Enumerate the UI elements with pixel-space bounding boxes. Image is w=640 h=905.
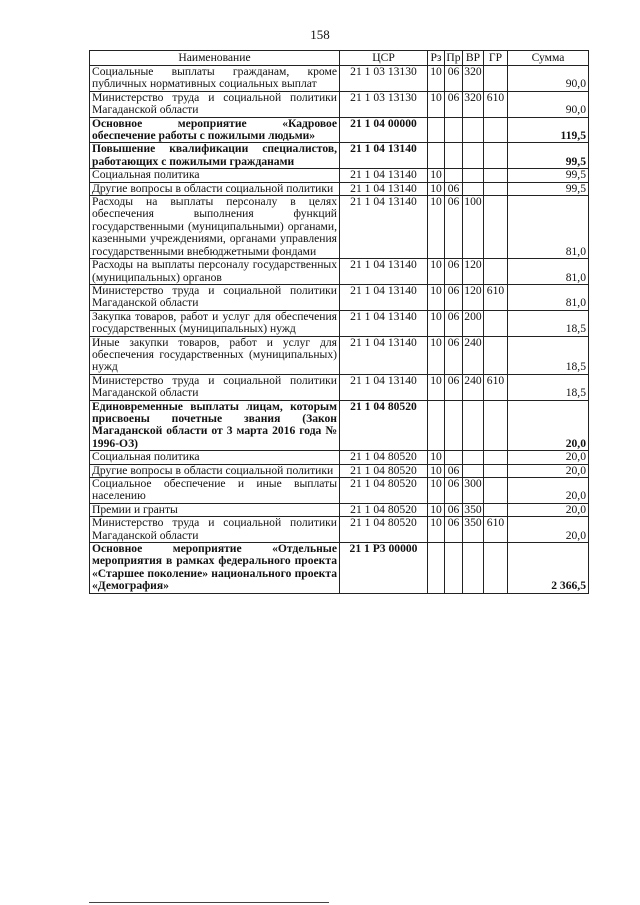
cell-vr: 120	[463, 284, 484, 310]
cell-gr	[484, 503, 508, 516]
cell-sum: 20,0	[508, 517, 589, 543]
cell-pr	[445, 451, 463, 464]
cell-sum: 90,0	[508, 91, 589, 117]
cell-sum: 18,5	[508, 310, 589, 336]
cell-pr: 06	[445, 517, 463, 543]
cell-name: Другие вопросы в области социальной политики	[90, 182, 340, 195]
cell-rz	[428, 543, 445, 594]
header-rz: Рз	[428, 51, 445, 66]
header-name: Наименование	[90, 51, 340, 66]
table-row	[90, 374, 589, 400]
cell-vr: 300	[463, 478, 484, 504]
cell-csr: 21 1 04 00000	[340, 117, 428, 143]
cell-csr: 21 1 04 13140	[340, 169, 428, 182]
cell-sum: 119,5	[508, 117, 589, 143]
cell-csr: 21 1 04 80520	[340, 503, 428, 516]
cell-rz: 10	[428, 91, 445, 117]
cell-rz	[428, 143, 445, 169]
cell-sum: 99,5	[508, 143, 589, 169]
cell-sum: 18,5	[508, 374, 589, 400]
cell-csr: 21 1 04 80520	[340, 517, 428, 543]
cell-rz: 10	[428, 478, 445, 504]
cell-vr: 100	[463, 196, 484, 259]
cell-gr	[484, 464, 508, 477]
cell-rz: 10	[428, 464, 445, 477]
cell-rz: 10	[428, 196, 445, 259]
cell-sum: 90,0	[508, 66, 589, 92]
cell-vr	[463, 143, 484, 169]
cell-gr	[484, 543, 508, 594]
cell-pr: 06	[445, 259, 463, 285]
cell-vr	[463, 543, 484, 594]
table-row	[90, 259, 589, 285]
cell-csr: 21 1 04 13140	[340, 374, 428, 400]
cell-pr: 06	[445, 284, 463, 310]
cell-rz: 10	[428, 169, 445, 182]
cell-pr: 06	[445, 336, 463, 374]
cell-gr	[484, 478, 508, 504]
cell-csr: 21 1 04 13140	[340, 182, 428, 195]
table-row	[90, 464, 589, 477]
cell-gr: 610	[484, 517, 508, 543]
cell-sum: 2 366,5	[508, 543, 589, 594]
cell-gr: 610	[484, 91, 508, 117]
header-pr: Пр	[446, 50, 461, 64]
cell-rz	[428, 400, 445, 451]
cell-gr	[484, 336, 508, 374]
cell-vr: 320	[463, 66, 484, 92]
cell-name: Закупка товаров, работ и услуг для обеспечения государственных (муниципальных) нужд	[90, 310, 340, 336]
cell-sum: 20,0	[508, 451, 589, 464]
cell-sum: 18,5	[508, 336, 589, 374]
cell-name: Иные закупки товаров, работ и услуг для обеспечения государственных (муниципальных) нужд	[90, 336, 340, 374]
cell-rz: 10	[428, 182, 445, 195]
cell-gr	[484, 182, 508, 195]
cell-vr: 320	[463, 91, 484, 117]
cell-name: Социальное обеспечение и иные выплаты населению	[90, 478, 340, 504]
table-row	[90, 543, 589, 594]
table-row	[90, 117, 589, 143]
cell-name: Основное мероприятие «Кадровое обеспечение работы с пожилыми людьми»	[90, 117, 340, 143]
cell-pr	[445, 117, 463, 143]
table-row	[90, 196, 589, 259]
cell-name: Министерство труда и социальной политики Магаданской области	[90, 374, 340, 400]
table-row	[90, 478, 589, 504]
cell-gr	[484, 196, 508, 259]
cell-rz: 10	[428, 284, 445, 310]
cell-name: Министерство труда и социальной политики Магаданской области	[90, 284, 340, 310]
cell-pr: 06	[445, 503, 463, 516]
cell-name: Расходы на выплаты персоналу в целях обеспечения выполнения функций государственными (муниципальными) органами, казенными учреждениями, органами управления государственными внебюджетными фондами	[90, 196, 340, 259]
header-vr: ВР	[463, 51, 484, 66]
table-row	[90, 400, 589, 451]
cell-csr: 21 1 04 13140	[340, 143, 428, 169]
header-sum: Сумма	[508, 51, 589, 66]
cell-csr: 21 1 04 13140	[340, 259, 428, 285]
table-row	[90, 451, 589, 464]
cell-vr: 350	[464, 502, 482, 516]
table-row	[90, 517, 589, 543]
cell-csr: 21 1 04 80520	[340, 478, 428, 504]
cell-sum: 20,0	[508, 503, 589, 516]
cell-gr	[484, 66, 508, 92]
cell-vr: 120	[463, 259, 484, 285]
cell-sum: 81,0	[508, 284, 589, 310]
table-row	[90, 182, 589, 195]
cell-name: Премии и гранты	[90, 503, 340, 516]
header-gr: ГР	[484, 51, 508, 66]
cell-pr: 06	[445, 478, 463, 504]
table-body	[90, 66, 589, 594]
cell-rz: 10	[428, 336, 445, 374]
cell-gr	[484, 117, 508, 143]
cell-gr	[484, 400, 508, 451]
table-row	[90, 66, 589, 92]
cell-rz: 10	[428, 517, 445, 543]
cell-csr: 21 1 04 80520	[340, 464, 428, 477]
footer-rule	[89, 902, 329, 903]
cell-pr	[445, 169, 463, 182]
cell-sum: 81,0	[508, 259, 589, 285]
cell-gr	[484, 310, 508, 336]
cell-name: Социальная политика	[90, 169, 340, 182]
cell-name: Социальная политика	[90, 451, 340, 464]
cell-pr	[445, 143, 463, 169]
cell-gr: 610	[484, 284, 508, 310]
table-row	[90, 91, 589, 117]
cell-name: Министерство труда и социальной политики Магаданской области	[90, 517, 340, 543]
cell-gr	[484, 169, 508, 182]
table-row	[90, 503, 589, 516]
cell-rz	[428, 117, 445, 143]
cell-vr: 240	[463, 374, 484, 400]
cell-name: Повышение квалификации специалистов, работающих с пожилыми гражданами	[90, 143, 340, 169]
budget-table	[89, 50, 589, 594]
table-row	[90, 169, 589, 182]
cell-pr	[445, 400, 463, 451]
cell-pr: 06	[445, 196, 463, 259]
cell-vr: 240	[463, 336, 484, 374]
cell-vr	[463, 117, 484, 143]
table-row	[90, 336, 589, 374]
cell-vr	[463, 169, 484, 182]
cell-name: Социальные выплаты гражданам, кроме публичных нормативных социальных выплат	[90, 66, 340, 92]
cell-pr: 06	[445, 66, 463, 92]
page-number: 158	[310, 27, 330, 42]
cell-vr	[463, 451, 484, 464]
cell-pr: 06	[445, 464, 463, 477]
cell-vr	[463, 464, 484, 477]
cell-csr: 21 1 03 13130	[340, 66, 428, 92]
cell-name: Расходы на выплаты персоналу государственных (муниципальных) органов	[90, 259, 340, 285]
cell-name: Другие вопросы в области социальной политики	[90, 464, 340, 477]
cell-sum: 81,0	[508, 196, 589, 259]
cell-pr: 06	[445, 310, 463, 336]
cell-name: Министерство труда и социальной политики Магаданской области	[90, 91, 340, 117]
cell-pr: 06	[445, 182, 463, 195]
cell-csr: 21 1 04 13140	[340, 196, 428, 259]
cell-pr: 06	[445, 374, 463, 400]
cell-vr: 200	[463, 310, 484, 336]
cell-sum: 20,0	[508, 478, 589, 504]
header-row	[90, 51, 589, 66]
cell-csr: 21 1 P3 00000	[340, 543, 428, 594]
cell-gr	[484, 451, 508, 464]
cell-rz: 10	[428, 66, 445, 92]
header-csr: ЦСР	[340, 51, 428, 66]
cell-gr	[484, 143, 508, 169]
cell-vr	[463, 400, 484, 451]
cell-sum: 20,0	[508, 464, 589, 477]
cell-name: Единовременные выплаты лицам, которым присвоены почетные звания (Закон Магаданской области от 3 марта 2016 года № 1996-ОЗ)	[90, 400, 340, 451]
cell-vr	[463, 182, 484, 195]
table-row	[90, 143, 589, 169]
cell-rz: 10	[428, 374, 445, 400]
cell-pr	[445, 543, 463, 594]
cell-gr: 610	[484, 374, 508, 400]
cell-sum: 99,5	[508, 182, 589, 195]
cell-rz: 10	[428, 259, 445, 285]
cell-vr: 350	[463, 517, 484, 543]
cell-gr	[484, 259, 508, 285]
table-row	[90, 310, 589, 336]
cell-rz: 10	[428, 310, 445, 336]
cell-csr: 21 1 04 80520	[340, 400, 428, 451]
cell-csr: 21 1 03 13130	[340, 91, 428, 117]
cell-csr: 21 1 04 13140	[340, 284, 428, 310]
cell-rz: 10	[428, 451, 445, 464]
cell-csr: 21 1 04 13140	[340, 310, 428, 336]
cell-rz: 10	[428, 503, 445, 516]
table-row	[90, 284, 589, 310]
cell-sum: 99,5	[508, 169, 589, 182]
cell-sum: 20,0	[508, 400, 589, 451]
cell-pr: 06	[445, 91, 463, 117]
cell-csr: 21 1 04 80520	[340, 451, 428, 464]
cell-csr: 21 1 04 13140	[340, 336, 428, 374]
cell-name: Основное мероприятие «Отдельные мероприятия в рамках федерального проекта «Старшее поколение» национального проекта «Демография»	[90, 543, 340, 594]
